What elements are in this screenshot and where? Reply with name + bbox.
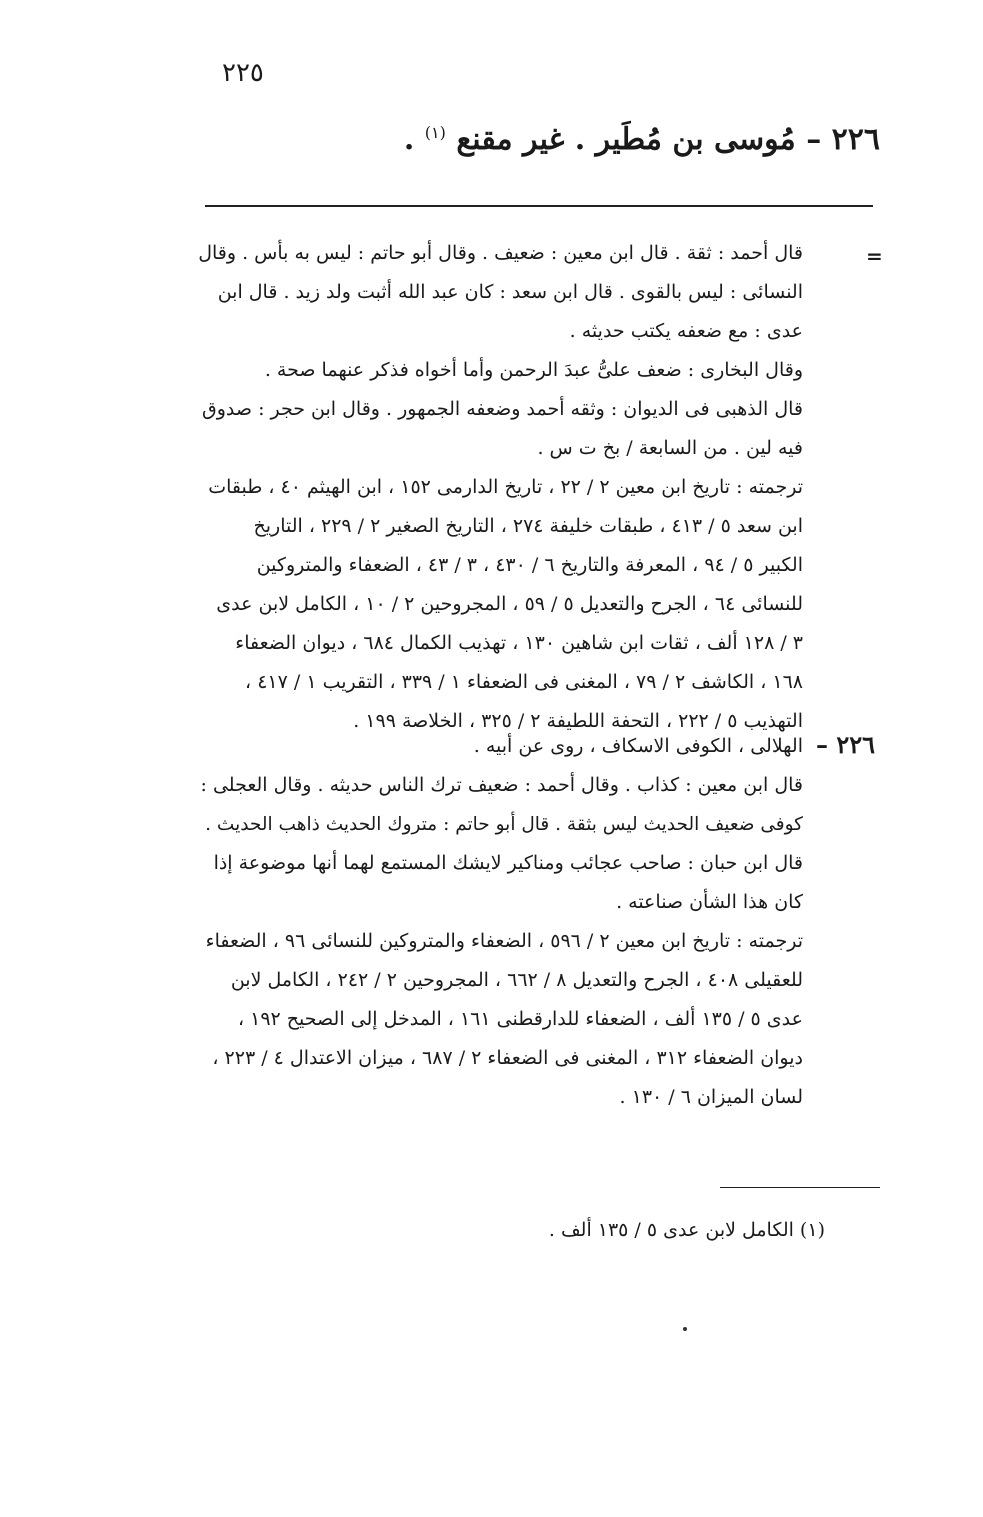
text-line: ترجمته : تاريخ ابن معين ٢ / ٥٩٦ ، الضعفاء والمتروكين للنسائى ٩٦ ، الضعفاء bbox=[205, 930, 803, 952]
subentry-number: ٢٢٦ – bbox=[815, 730, 875, 759]
text-line: قال ابن معين : كذاب . وقال أحمد : ضعيف ترك الناس حديثه . وقال العجلى : bbox=[200, 774, 803, 796]
text-line: عدى : مع ضعفه يكتب حديثه . bbox=[569, 320, 803, 342]
text-line: ترجمته : تاريخ ابن معين ٢ / ٢٢ ، تاريخ الدارمى ١٥٢ ، ابن الهيثم ٤٠ ، طبقات bbox=[208, 476, 803, 498]
page-number: ٢٢٥ bbox=[222, 58, 264, 88]
text-line: ابن سعد ٥ / ٤١٣ ، طبقات خليفة ٢٧٤ ، التاريخ الصغير ٢ / ٢٢٩ ، التاريخ bbox=[253, 515, 803, 537]
text-line: ديوان الضعفاء ٣١٢ ، المغنى فى الضعفاء ٢ / ٦٨٧ ، ميزان الاعتدال ٤ / ٢٢٣ ، bbox=[212, 1047, 803, 1069]
scan-speck bbox=[683, 1327, 687, 1331]
text-line: ٣ / ١٢٨ ألف ، ثقات ابن شاهين ١٣٠ ، تهذيب الكمال ٦٨٤ ، ديوان الضعفاء bbox=[235, 632, 803, 654]
footnote-reference[interactable]: (١) bbox=[424, 123, 446, 142]
entry-title: – مُوسى بن مُطَير . غير مقنع bbox=[456, 122, 822, 157]
entry-heading bbox=[404, 122, 880, 157]
text-line: الهلالى ، الكوفى الاسكاف ، روى عن أبيه . bbox=[473, 735, 803, 757]
text-line: عدى ٥ / ١٣٥ ألف ، الضعفاء للدارقطنى ١٦١ ، المدخل إلى الصحيح ١٩٢ ، bbox=[237, 1008, 803, 1030]
commentary-block-1 bbox=[193, 234, 803, 741]
text-line: لسان الميزان ٦ / ١٣٠ . bbox=[619, 1086, 803, 1108]
header-rule bbox=[205, 205, 873, 207]
text-line: التهذيب ٥ / ٢٢٢ ، التحفة اللطيفة ٢ / ٣٢٥ ، الخلاصة ١٩٩ . bbox=[353, 710, 803, 732]
text-line: كوفى ضعيف الحديث ليس بثقة . قال أبو حاتم : متروك الحديث ذاهب الحديث . bbox=[205, 814, 803, 835]
text-line: للعقيلى ٤٠٨ ، الجرح والتعديل ٨ / ٦٦٢ ، المجروحين ٢ / ٢٤٢ ، الكامل لابن bbox=[230, 969, 803, 991]
footnote-rule bbox=[720, 1187, 880, 1188]
entry-number: ٢٢٦ bbox=[831, 122, 880, 157]
text-line: الكبير ٥ / ٩٤ ، المعرفة والتاريخ ٦ / ٤٣٠ ، ٣ / ٤٣ ، الضعفاء والمتروكين bbox=[256, 554, 803, 576]
text-line: ١٦٨ ، الكاشف ٢ / ٧٩ ، المغنى فى الضعفاء ١ / ٣٣٩ ، التقريب ١ / ٤١٧ ، bbox=[245, 671, 803, 693]
text-line: قال ابن حبان : صاحب عجائب ومناكير لايشك المستمع لهما أنها موضوعة إذا bbox=[213, 852, 803, 874]
entry-end: . bbox=[403, 122, 415, 157]
commentary-block-2 bbox=[193, 727, 803, 1117]
text-line: للنسائى ٦٤ ، الجرح والتعديل ٥ / ٥٩ ، المجروحين ٢ / ١٠ ، الكامل لابن عدى bbox=[216, 593, 803, 615]
text-line: وقال البخارى : ضعف علىُّ عبدَ الرحمن وأما أخواه فذكر عنهما صحة . bbox=[264, 359, 803, 381]
footnote: (١) الكامل لابن عدى ٥ / ١٣٥ ألف . bbox=[548, 1219, 825, 1241]
text-line: فيه لين . من السابعة / بخ ت س . bbox=[537, 437, 803, 459]
continuation-marker: = bbox=[866, 244, 883, 268]
text-line: قال أحمد : ثقة . قال ابن معين : ضعيف . وقال أبو حاتم : ليس به بأس . وقال bbox=[198, 242, 803, 264]
text-line: كان هذا الشأن صناعته . bbox=[616, 891, 803, 913]
text-line: قال الذهبى فى الديوان : وثقه أحمد وضعفه الجمهور . وقال ابن حجر : صدوق bbox=[202, 398, 803, 420]
text-line: النسائى : ليس بالقوى . قال ابن سعد : كان عبد الله أثبت ولد زيد . قال ابن bbox=[217, 281, 803, 303]
